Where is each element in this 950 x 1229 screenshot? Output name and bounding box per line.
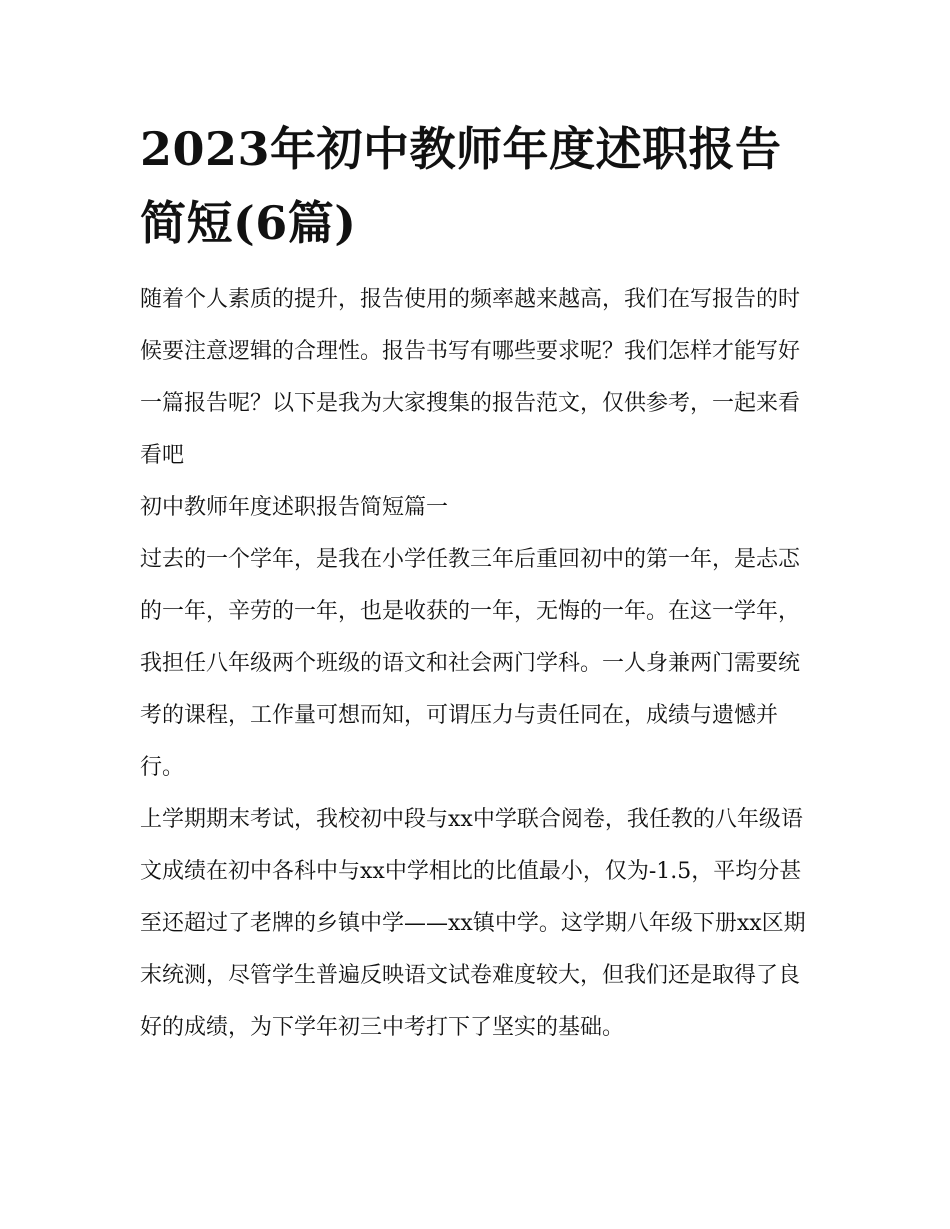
document-title: 2023年初中教师年度述职报告简短(6篇) <box>140 122 782 250</box>
body-paragraph-2: 上学期期末考试，我校初中段与xx中学联合阅卷，我任教的八年级语文成绩在初中各科中与xx中学相比的比值最小，仅为-1.5，平均分甚至还超过了老牌的乡镇中学——xx镇中学。这学期八年级下册xx区期末统测，尽管学生普遍反映语文试卷难度较大，但我们还是取得了良好的成绩，为下学年初三中考打下了坚实的基础。 <box>140 807 806 1040</box>
document-page <box>140 112 820 1054</box>
body-paragraph-1: 过去的一个学年，是我在小学任教三年后重回初中的第一年，是忐忑的一年，辛劳的一年，也是收获的一年，无悔的一年。在这一学年，我担任八年级两个班级的语文和社会两门学科。一人身兼两门需要统考的课程，工作量可想而知，可谓压力与责任同在，成绩与遗憾并行。 <box>140 547 801 780</box>
intro-paragraph: 随着个人素质的提升，报告使用的频率越来越高，我们在写报告的时候要注意逻辑的合理性。报告书写有哪些要求呢？我们怎样才能写好一篇报告呢？以下是我为大家搜集的报告范文，仅供参考，一起来看看吧 <box>140 287 801 468</box>
section-heading: 初中教师年度述职报告简短篇一 <box>140 495 449 520</box>
